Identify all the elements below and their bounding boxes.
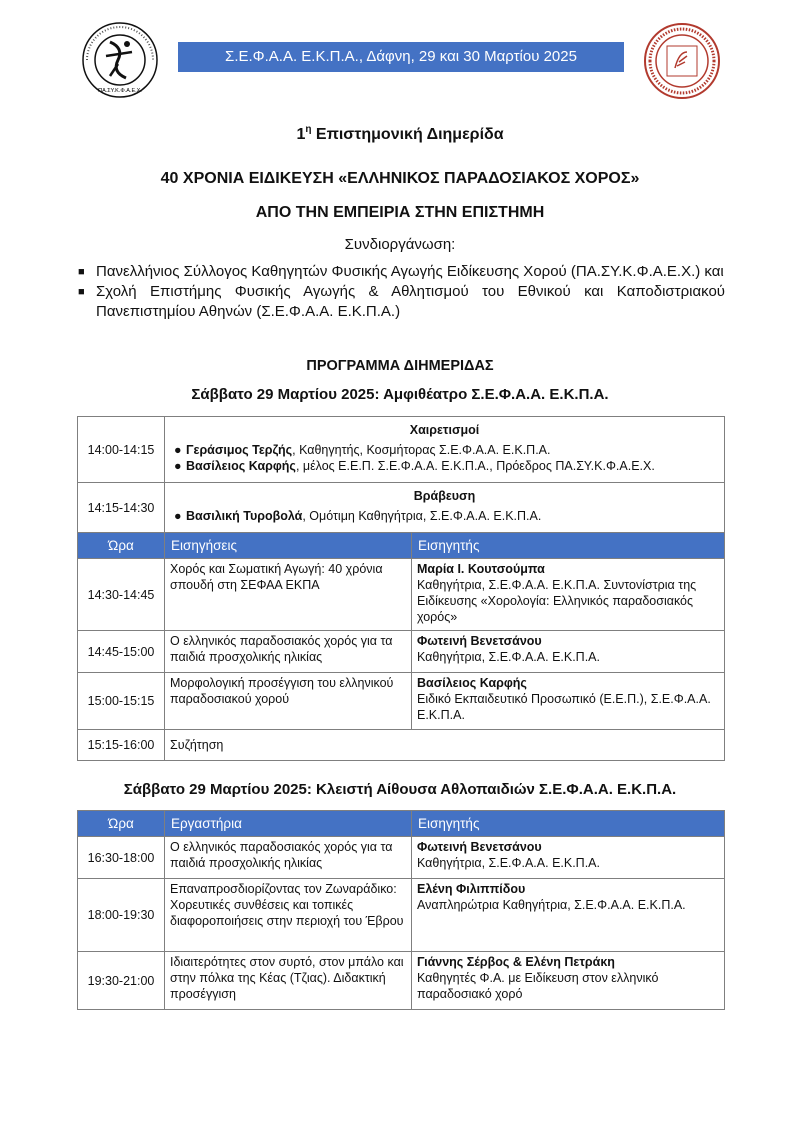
speaker-role: Ειδικό Εκπαιδευτικό Προσωπικό (Ε.Ε.Π.), Σ.Ε.Φ.Α.Α. Ε.Κ.Π.Α. [417,692,711,722]
list-item: ● Γεράσιμος Τερζής, Καθηγητής, Κοσμήτορας Σ.Ε.Φ.Α.Α. Ε.Κ.Π.Α. [174,443,551,457]
coorganizers-list [78,262,725,322]
speaker-cell [412,952,725,1010]
bullet-icon: ● [174,459,182,473]
speaker-role: Καθηγητές Φ.Α. με Ειδίκευση στον ελληνικό παραδοσιακό χορό [417,971,659,1001]
speaker-role: Καθηγήτρια, Σ.Ε.Φ.Α.Α. Ε.Κ.Π.Α. [417,856,600,870]
table-row [78,417,725,483]
award-cell [165,483,725,533]
day1-title: Σάββατο 29 Μαρτίου 2025: Αμφιθέατρο Σ.Ε.Φ.Α.Α. Ε.Κ.Π.Α. [191,386,609,403]
workshop-cell: Ιδιαιτερότητες στον συρτό, στον μπάλο και στην πόλκα της Κέας (Τζιας). Διδακτική προσέγγιση [165,952,412,1010]
event-subtitle-2: ΑΠΟ ΤΗΝ ΕΜΠΕΙΡΙΑ ΣΤΗΝ ΕΠΙΣΤΗΜΗ [255,204,545,221]
greetings-cell [165,417,725,483]
speaker-name: Ελένη Φιλιππίδου [417,882,526,896]
workshop-cell: Ο ελληνικός παραδοσιακός χορός για τα παιδιά προσχολικής ηλικίας [165,837,412,879]
workshop-cell: Επαναπροσδιορίζοντας τον Ζωναράδικο: Χορευτικές συνθέσεις και τοπικές διαφοροποιήσεις στην περιοχή του Έβρου [165,879,412,952]
table-row [78,673,725,730]
speaker-name: Φωτεινή Βενετσάνου [417,840,542,854]
sefaa-logo [643,22,721,100]
time-cell: 16:30-18:00 [78,837,165,879]
discussion-cell: Συζήτηση [165,730,725,761]
speaker-name: Βασίλειος Καρφής [417,676,527,690]
header-speaker: Εισηγητής [412,533,725,559]
day1-schedule-table [77,416,725,761]
topic-cell: Χορός και Σωματική Αγωγή: 40 χρόνια σπουδή στη ΣΕΦΑΑ ΕΚΠΑ [165,559,412,631]
time-cell: 14:15-14:30 [78,483,165,533]
header-banner: Σ.Ε.Φ.Α.Α. Ε.Κ.Π.Α., Δάφνη, 29 και 30 Μαρτίου 2025 [178,42,624,72]
list-item: ● Βασίλειος Καρφής, μέλος Ε.Ε.Π. Σ.Ε.Φ.Α.Α. Ε.Κ.Π.Α., Πρόεδρος ΠΑ.ΣΥ.Κ.Φ.Α.Ε.Χ. [174,459,655,473]
coorganization-label: Συνδιοργάνωση: [344,236,456,253]
day2-schedule-table [77,810,725,1010]
pasykfaex-logo [80,20,160,100]
speaker-role: Καθηγήτρια, Σ.Ε.Φ.Α.Α. Ε.Κ.Π.Α. [417,650,600,664]
speaker-cell [412,631,725,673]
speaker-name: Μαρία Ι. Κουτσούμπα [417,562,545,576]
speaker-cell [412,673,725,730]
time-cell: 15:15-16:00 [78,730,165,761]
table-row [78,559,725,631]
table-header-row [78,811,725,837]
table-row [78,837,725,879]
list-item: ■ Σχολή Επιστήμης Φυσικής Αγωγής & Αθλητισμού του Εθνικού και Καποδιστριακού Πανεπιστημίου Αθηνών (Σ.Ε.Φ.Α.Α. Ε.Κ.Π.Α.) [78,283,725,320]
svg-text:ΠΑ.ΣΥ.Κ.Φ.Α.Ε.Χ.: ΠΑ.ΣΥ.Κ.Φ.Α.Ε.Χ. [98,88,142,94]
square-bullet-icon: ■ [78,286,85,298]
time-cell: 14:00-14:15 [78,417,165,483]
table-row [78,631,725,673]
speaker-cell [412,559,725,631]
time-cell: 14:30-14:45 [78,559,165,631]
table-row [78,730,725,761]
header-workshop: Εργαστήρια [165,811,412,837]
speaker-role: Καθηγήτρια, Σ.Ε.Φ.Α.Α. Ε.Κ.Π.Α. Συντονίστρια της Ειδίκευσης «Χορολογία: Ελληνικός παραδοσιακός χορός» [417,578,697,624]
header-time: Ώρα [78,811,165,837]
event-subtitle: 40 ΧΡΟΝΙΑ ΕΙΔΙΚΕΥΣΗ «ΕΛΛΗΝΙΚΟΣ ΠΑΡΑΔΟΣΙΑΚΟΣ ΧΟΡΟΣ» [160,170,640,187]
speaker-name: Φωτεινή Βενετσάνου [417,634,542,648]
list-item: ■ Πανελλήνιος Σύλλογος Καθηγητών Φυσικής Αγωγής Ειδίκευσης Χορού (ΠΑ.ΣΥ.Κ.Φ.Α.Ε.Χ.) και [78,263,724,280]
time-cell: 14:45-15:00 [78,631,165,673]
topic-cell: Ο ελληνικός παραδοσιακός χορός για τα παιδιά προσχολικής ηλικίας [165,631,412,673]
topic-cell: Μορφολογική προσέγγιση του ελληνικού παραδοσιακού χορού [165,673,412,730]
table-row [78,483,725,533]
table-row [78,879,725,952]
list-item: ● Βασιλική Τυροβολά, Ομότιμη Καθηγήτρια, Σ.Ε.Φ.Α.Α. Ε.Κ.Π.Α. [174,509,542,523]
bullet-icon: ● [174,509,182,523]
table-header-row [78,533,725,559]
award-heading: Βράβευση [413,489,476,503]
bullet-icon: ● [174,443,182,457]
header-time: Ώρα [78,533,165,559]
program-title: ΠΡΟΓΡΑΜΜΑ ΔΙΗΜΕΡΙΔΑΣ [306,358,494,374]
header-speaker: Εισηγητής [412,811,725,837]
time-cell: 18:00-19:30 [78,879,165,952]
table-row [78,952,725,1010]
square-bullet-icon: ■ [78,266,85,278]
event-title: $1^\eta$ Επιστημονική Διημερίδα [296,124,504,143]
time-cell: 15:00-15:15 [78,673,165,730]
day2-title: Σάββατο 29 Μαρτίου 2025: Κλειστή Αίθουσα Αθλοπαιδιών Σ.Ε.Φ.Α.Α. Ε.Κ.Π.Α. [123,781,677,798]
speaker-cell [412,837,725,879]
header-topic: Εισηγήσεις [165,533,412,559]
speaker-role: Αναπληρώτρια Καθηγήτρια, Σ.Ε.Φ.Α.Α. Ε.Κ.Π.Α. [417,898,686,912]
time-cell: 19:30-21:00 [78,952,165,1010]
speaker-cell [412,879,725,952]
greetings-heading: Χαιρετισμοί [409,423,480,437]
speaker-name: Γιάννης Σέρβος & Ελένη Πετράκη [417,955,615,969]
